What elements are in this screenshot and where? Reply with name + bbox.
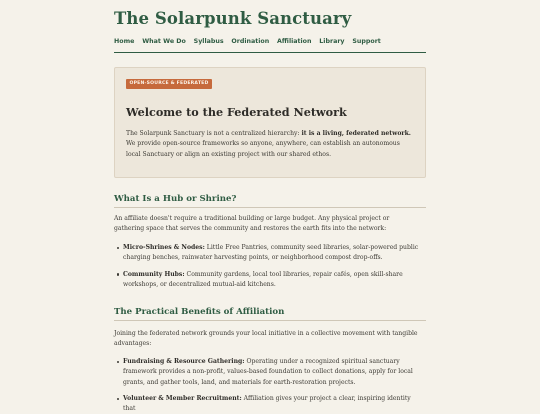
nav-syllabus[interactable]: Syllabus: [193, 38, 224, 45]
nav-divider: [114, 52, 426, 53]
section-heading-hub: What Is a Hub or Shrine?: [114, 194, 237, 204]
site-title[interactable]: The Solarpunk Sanctuary: [114, 9, 352, 28]
list-item: [114, 243, 419, 264]
benefits-list: [114, 357, 426, 414]
list-item-text: Operating under a recognized spiritual sanctuary framework provides a non-profit, values-based foundation to collect donations, apply for local grants, and gather tools, land, and materials for earth-restoration projects.: [123, 358, 413, 386]
section-heading-benefits: The Practical Benefits of Affiliation: [114, 307, 285, 317]
section-intro-hub: An affiliate doesn't require a traditional building or large budget. Any physical project or gathering space that serves the community and restores the earth fits into the network:: [114, 215, 390, 233]
nav-ordination[interactable]: Ordination: [231, 38, 270, 45]
section-divider: [114, 207, 426, 208]
list-item-text: Affiliation gives your project a clear, inspiring identity that: [123, 394, 411, 413]
nav-library[interactable]: Library: [319, 38, 345, 45]
callout-body-emphasis: it is a living, federated network.: [301, 130, 411, 137]
list-item-text: Community gardens, local tool libraries, repair cafés, open skill-share workshops, or decentralized mutual-aid kitchens.: [123, 270, 403, 288]
list-item: [114, 394, 419, 414]
list-item-title: Community Hubs:: [123, 270, 185, 278]
callout-heading: Welcome to the Federated Network: [126, 105, 347, 119]
list-item-title: Fundraising & Resource Gathering:: [123, 358, 245, 365]
nav-what-we-do[interactable]: What We Do: [142, 38, 186, 45]
list-item: [114, 270, 419, 291]
welcome-callout: [114, 67, 426, 178]
callout-body-text: The Solarpunk Sanctuary is not a centralized hierarchy:: [126, 130, 302, 137]
list-item: [114, 357, 419, 388]
list-item-text: Little Free Pantries, community seed libraries, solar-powered public charging benches, rainwater harvesting points, or neighborhood compost drop-offs.: [123, 244, 419, 262]
nav-home[interactable]: Home: [114, 38, 135, 45]
hub-list: [114, 243, 426, 290]
list-item-title: Micro-Shrines & Nodes:: [123, 244, 205, 251]
nav-support[interactable]: Support: [352, 38, 381, 45]
nav-affiliation[interactable]: Affiliation: [277, 38, 312, 45]
main-nav: [114, 38, 426, 45]
callout-body: [126, 129, 416, 160]
section-divider: [114, 320, 426, 321]
section-intro-benefits: Joining the federated network grounds your local initiative in a collective movement with tangible advantages:: [114, 330, 418, 348]
list-item-title: Volunteer & Member Recruitment:: [123, 394, 242, 402]
callout-body-text-end: We provide open-source frameworks so anyone, anywhere, can establish an autonomous local Sanctuary or align an existing project with our shared ethos.: [126, 140, 400, 158]
status-badge: OPEN-SOURCE & FEDERATED: [126, 79, 212, 89]
